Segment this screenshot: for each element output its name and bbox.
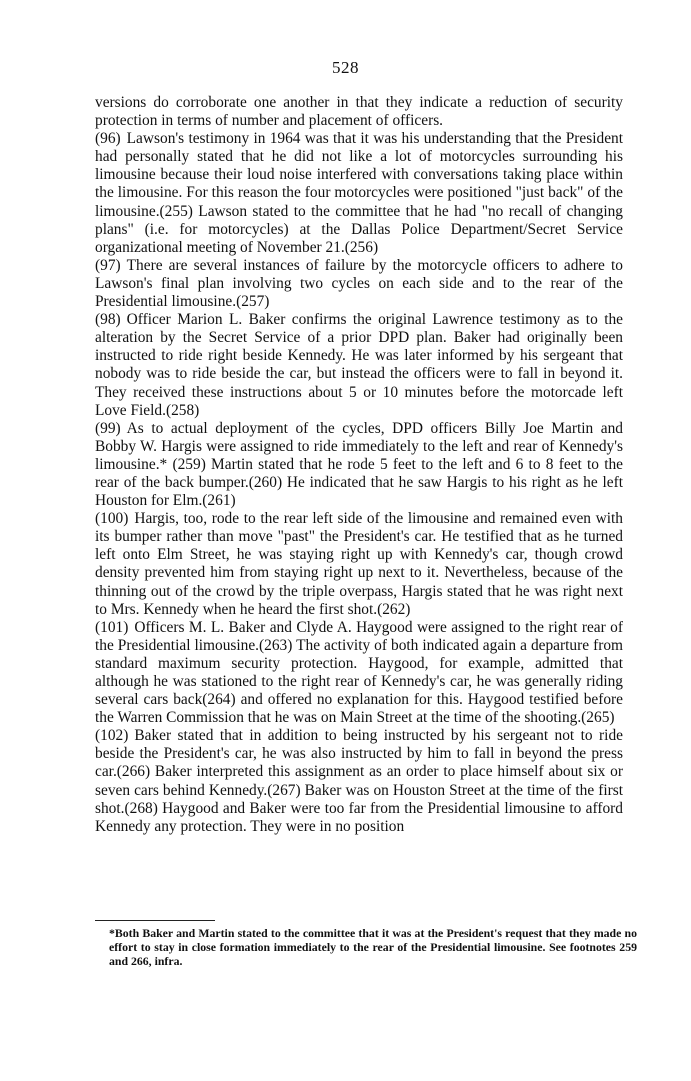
paragraph-text: There are several instances of failure by the motorcycle officers to adhere to Lawson's final plan involving two cycles on each side and to the rear of the Presidential limousine.(257) (95, 256, 623, 311)
paragraph-98 (95, 311, 623, 420)
paragraph-text: Lawson's testimony in 1964 was that it was his understanding that the President had personally stated that he did not like a lot of motorcycles surrounding his limousine because their loud noise interfered with conversations taking place within the limousine. For this reason the four motorcycles were positioned "just back" of the limousine.(255) Lawson stated to the committee that he had "no recall of changing plans" (i.e. for motorcycles) at the Dallas Police Department/Secret Service organizational meeting of November 21.(256) (95, 130, 623, 256)
paragraph-96 (95, 130, 623, 257)
paragraph-99 (95, 420, 623, 510)
paragraph-100 (95, 510, 623, 619)
paragraph-number: (96) (95, 130, 121, 148)
paragraph-102 (95, 727, 623, 836)
paragraph-text: Officer Marion L. Baker confirms the original Lawrence testimony as to the alteration by the Secret Service of a prior DPD plan. Baker had originally been instructed to ride right beside Kennedy. He was later informed by his sergeant that nobody was to ride beside the car, but instead the officers were to fall in beyond it. They received these instructions about 5 or 10 minutes before the motorcade left Love Field.(258) (95, 311, 623, 419)
footnote: *Both Baker and Martin stated to the committee that it was at the President's request that they made no effort to stay in close formation immediately to the rear of the Presidential limousine. See footnotes 259 and 266, infra. (109, 926, 637, 968)
paragraph-continuation (95, 94, 623, 130)
paragraph-number: (101) (95, 618, 129, 636)
paragraph-number: (97) (95, 256, 121, 274)
paragraph-97 (95, 257, 623, 311)
paragraph-text: Officers M. L. Baker and Clyde A. Haygood were assigned to the right rear of the Presidential limousine.(263) The activity of both indicated again a departure from standard maximum security protection. Haygood, for example, admitted that although he was stationed to the right rear of Kennedy's car, he was generally riding several cars back(264) and offered no explanation for this. Haygood testified before the Warren Commission that he was on Main Street at the time of the shooting.(265) (95, 618, 623, 727)
body-text (95, 94, 623, 836)
paragraph-number: (102) (95, 727, 129, 745)
paragraph-101 (95, 619, 623, 728)
paragraph-text: versions do corroborate one another in that they indicate a reduction of security protection in terms of number and placement of officers. (95, 94, 623, 130)
page-number: 528 (332, 58, 359, 77)
paragraph-number: (99) (95, 419, 121, 437)
paragraph-text: Hargis, too, rode to the rear left side of the limousine and remained even with its bumper rather than move "past" the President's car. He testified that as he turned left onto Elm Street, he was staying right up with Kennedy's car, though crowd density prevented him from staying right up next to it. Nevertheless, because of the thinning out of the crowd by the triple overpass, Hargis stated that he was right next to Mrs. Kennedy when he heard the first shot.(262) (95, 510, 623, 618)
paragraph-text: As to actual deployment of the cycles, DPD officers Billy Joe Martin and Bobby W. Hargis were assigned to ride immediately to the left and rear of Kennedy's limousine.* (259) Martin stated that he rode 5 feet to the left and 6 to 8 feet to the rear of the back bumper.(260) He indicated that he saw Hargis to his right as he left Houston for Elm.(261) (95, 419, 623, 510)
footnote-divider (95, 920, 215, 921)
paragraph-text: Baker stated that in addition to being instructed by his sergeant not to ride beside the President's car, he was also instructed by him to fall in beyond the press car.(266) Baker interpreted this assignment as an order to place himself about six or seven cars behind Kennedy.(267) Baker was on Houston Street at the time of the first shot.(268) Haygood and Baker were too far from the Presidential limousine to afford Kennedy any protection. They were in no position (95, 727, 623, 835)
paragraph-number: (98) (95, 311, 121, 329)
paragraph-number: (100) (95, 510, 129, 528)
